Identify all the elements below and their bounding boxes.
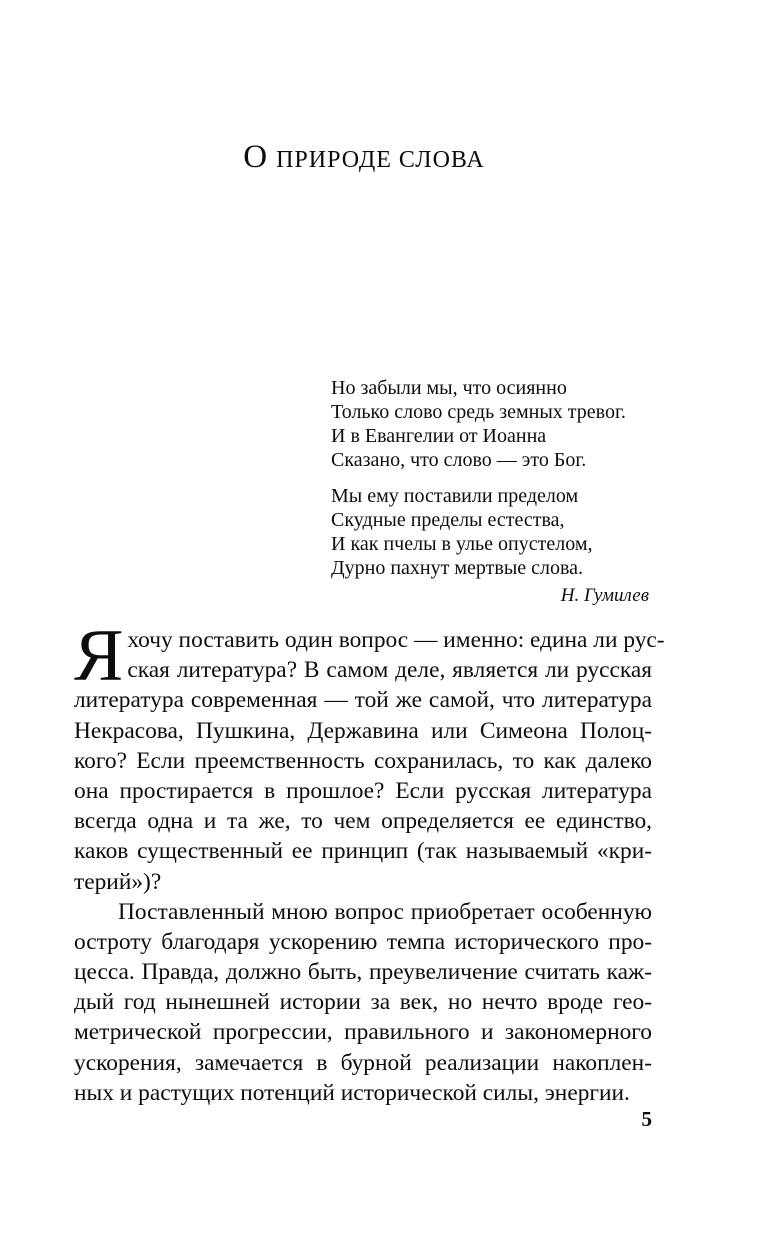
- chapter-title-initial: О: [243, 139, 268, 175]
- epigraph-stanza-2: [331, 484, 651, 580]
- text-line: кого? Если преемственность сохранилась, то как далеко: [74, 747, 652, 774]
- chapter-title-rest: ПРИРОДЕ СЛОВА: [276, 147, 485, 173]
- text-line: Поставленный мною вопрос приобретает особенную: [118, 898, 652, 925]
- text-line: терий»)?: [74, 868, 162, 895]
- text-line: ускорения, замечается в бурной реализации накоплен-: [74, 1049, 652, 1076]
- chapter-title: [0, 138, 728, 176]
- body-text: [74, 615, 665, 1108]
- text-line: дый год нынешней истории за век, но нечто вроде гео-: [74, 989, 652, 1016]
- epigraph: [331, 376, 651, 608]
- text-line: всегда одна и та же, то чем определяется ее единство,: [74, 808, 652, 835]
- epigraph-line: Но забыли мы, что осиянно: [331, 377, 567, 399]
- text-line: хочу поставить один вопрос — именно: едина ли рус-: [127, 627, 665, 653]
- page-number: 5: [641, 1107, 652, 1131]
- text-line: она простирается в прошлое? Если русская литература: [74, 777, 652, 804]
- epigraph-line: Мы ему поставили пределом: [331, 485, 579, 507]
- epigraph-line: Только слово средь земных тревог.: [331, 401, 626, 423]
- epigraph-line: Сказано, что слово — это Бог.: [331, 449, 587, 471]
- paragraph-1: [74, 615, 665, 897]
- text-line: Некрасова, Пушкина, Державина или Симеона Полоц-: [74, 717, 652, 744]
- epigraph-stanza-1: [331, 376, 651, 472]
- text-line: литература современная — той же самой, что литература: [74, 687, 652, 714]
- text-line: цесса. Правда, должно быть, преувеличение считать каж-: [74, 959, 652, 986]
- paragraph-2: [74, 897, 652, 1108]
- text-line: остроту благодаря ускорению темпа исторического про-: [74, 928, 652, 955]
- epigraph-line: Дурно пахнут мертвые слова.: [331, 557, 584, 579]
- text-line: каков существенный ее принцип (так называемый «кри-: [74, 838, 652, 865]
- text-line: ных и растущих потенций исторической силы, энергии.: [74, 1079, 630, 1106]
- epigraph-line: Скудные пределы естества,: [331, 509, 565, 531]
- text-line: метрической прогрессии, правильного и закономерного: [74, 1019, 652, 1046]
- epigraph-line: И в Евангелии от Иоанна: [331, 425, 547, 447]
- text-line: ская литература? В самом деле, является ли русская: [127, 657, 652, 684]
- drop-cap: Я: [74, 615, 124, 697]
- epigraph-author: Н. Гумилев: [560, 585, 649, 606]
- epigraph-line: И как пчелы в улье опустелом,: [331, 533, 593, 555]
